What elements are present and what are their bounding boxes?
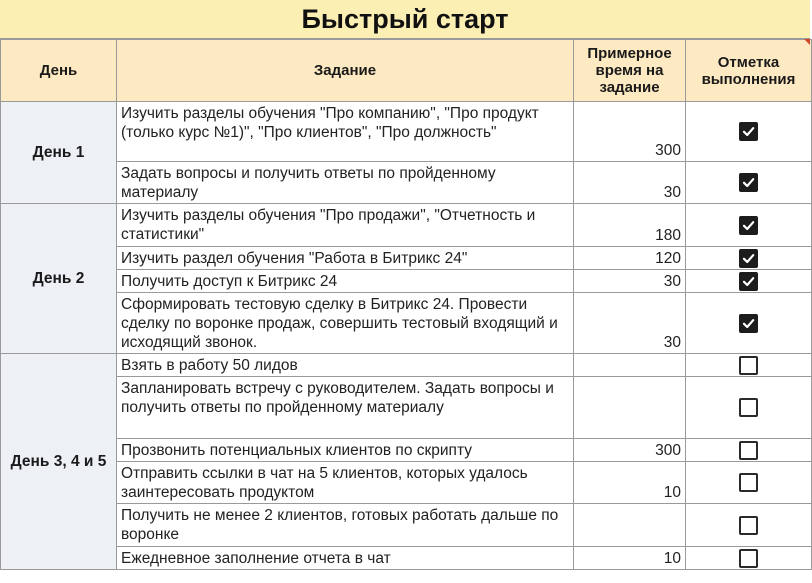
table-row (1, 270, 812, 293)
table-row (1, 293, 812, 354)
time-cell[interactable]: 300 (574, 102, 686, 162)
checkbox-unchecked[interactable] (739, 473, 758, 492)
checkbox-unchecked[interactable] (739, 441, 758, 460)
checkbox-checked[interactable] (739, 249, 758, 268)
time-cell[interactable] (574, 377, 686, 439)
table-row (1, 247, 812, 270)
time-cell[interactable]: 300 (574, 439, 686, 462)
checkbox-unchecked[interactable] (739, 356, 758, 375)
header-task: Задание (117, 40, 574, 102)
task-cell[interactable]: Получить доступ к Битрикс 24 (117, 270, 574, 293)
table-row (1, 204, 812, 247)
mark-cell[interactable] (686, 102, 812, 162)
checkmark-icon (742, 317, 755, 330)
table-row (1, 439, 812, 462)
time-cell[interactable]: 30 (574, 162, 686, 204)
task-cell[interactable]: Отправить ссылки в чат на 5 клиентов, которых удалось заинтересовать продуктом (117, 462, 574, 504)
time-cell[interactable]: 30 (574, 293, 686, 354)
time-cell[interactable] (574, 504, 686, 547)
task-cell[interactable]: Прозвонить потенциальных клиентов по скрипту (117, 439, 574, 462)
checkmark-icon (742, 252, 755, 265)
mark-cell[interactable] (686, 354, 812, 377)
checkbox-checked[interactable] (739, 216, 758, 235)
mark-cell[interactable] (686, 162, 812, 204)
mark-cell[interactable] (686, 504, 812, 547)
sheet-title: Быстрый старт (0, 0, 810, 39)
checkbox-unchecked[interactable] (739, 549, 758, 568)
header-mark: Отметка выполнения (686, 40, 812, 102)
day-cell: День 2 (1, 204, 117, 354)
task-cell[interactable]: Ежедневное заполнение отчета в чат (117, 547, 574, 570)
time-cell[interactable] (574, 354, 686, 377)
checkmark-icon (742, 176, 755, 189)
time-cell[interactable]: 120 (574, 247, 686, 270)
task-cell[interactable]: Взять в работу 50 лидов (117, 354, 574, 377)
checkmark-icon (742, 125, 755, 138)
day-cell: День 1 (1, 102, 117, 204)
checkbox-checked[interactable] (739, 122, 758, 141)
table-row (1, 462, 812, 504)
checkbox-checked[interactable] (739, 314, 758, 333)
task-cell[interactable]: Изучить разделы обучения "Про компанию", "Про продукт (только курс №1)", "Про клиентов", "Про должность" (117, 102, 574, 162)
time-cell[interactable]: 10 (574, 462, 686, 504)
checkmark-icon (742, 219, 755, 232)
mark-cell[interactable] (686, 462, 812, 504)
table-row (1, 504, 812, 547)
time-cell[interactable]: 30 (574, 270, 686, 293)
task-cell[interactable]: Сформировать тестовую сделку в Битрикс 24. Провести сделку по воронке продаж, совершить тестовый входящий и исходящий звонок. (117, 293, 574, 354)
checkbox-checked[interactable] (739, 173, 758, 192)
table-row (1, 547, 812, 570)
checkmark-icon (742, 275, 755, 288)
time-cell[interactable]: 10 (574, 547, 686, 570)
task-cell[interactable]: Изучить разделы обучения "Про продажи", "Отчетность и статистики" (117, 204, 574, 247)
header-time: Примерное время на задание (574, 40, 686, 102)
task-table (0, 39, 812, 570)
checkbox-unchecked[interactable] (739, 516, 758, 535)
table-row (1, 162, 812, 204)
table-row (1, 102, 812, 162)
mark-cell[interactable] (686, 204, 812, 247)
checkbox-unchecked[interactable] (739, 398, 758, 417)
comment-indicator-icon (804, 39, 810, 45)
mark-cell[interactable] (686, 547, 812, 570)
task-cell[interactable]: Запланировать встречу с руководителем. Задать вопросы и получить ответы по пройденному материалу (117, 377, 574, 439)
time-cell[interactable]: 180 (574, 204, 686, 247)
task-cell[interactable]: Задать вопросы и получить ответы по пройденному материалу (117, 162, 574, 204)
task-cell[interactable]: Получить не менее 2 клиентов, готовых работать дальше по воронке (117, 504, 574, 547)
task-cell[interactable]: Изучить раздел обучения "Работа в Битрикс 24" (117, 247, 574, 270)
table-row (1, 377, 812, 439)
mark-cell[interactable] (686, 247, 812, 270)
mark-cell[interactable] (686, 293, 812, 354)
header-day: День (1, 40, 117, 102)
mark-cell[interactable] (686, 270, 812, 293)
mark-cell[interactable] (686, 439, 812, 462)
checkbox-checked[interactable] (739, 272, 758, 291)
table-row (1, 354, 812, 377)
header-row (1, 40, 812, 102)
day-cell: День 3, 4 и 5 (1, 354, 117, 570)
mark-cell[interactable] (686, 377, 812, 439)
